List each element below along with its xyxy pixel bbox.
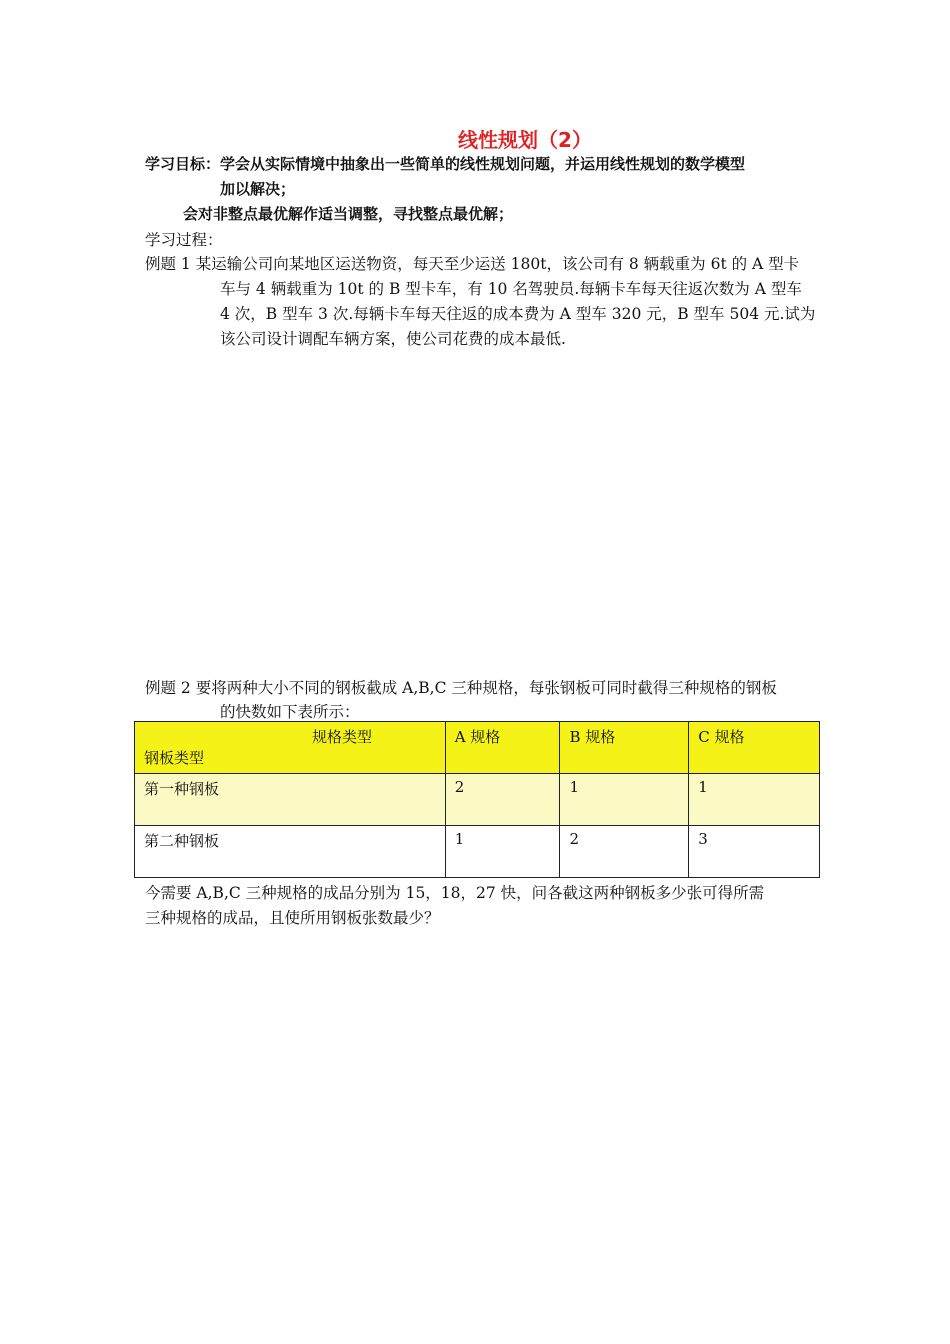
row-label: 第二种钢板: [135, 826, 446, 878]
example1-line-2: 车与 4 辆载重为 10t 的 B 型卡车，有 10 名驾驶员.每辆卡车每天往返次数为 A 型车: [220, 280, 802, 298]
objective-line-1: 学习目标：学会从实际情境中抽象出一些简单的线性规划问题，并运用线性规划的数学模型: [145, 155, 746, 173]
header-steel-type: 钢板类型: [144, 749, 205, 767]
example2-after-line-1: 今需要 A,B,C 三种规格的成品分别为 15，18，27 快，问各截这两种钢板多少张可得所需: [145, 884, 765, 902]
cell-value: 1: [689, 774, 820, 826]
cell-value: 1: [445, 826, 560, 878]
example1-line-1: 例题 1 某运输公司向某地区运送物资，每天至少运送 180t，该公司有 8 辆载重为 6t 的 A 型卡: [145, 255, 800, 273]
objective-line-2: 加以解决；: [220, 180, 296, 198]
cell-value: 2: [445, 774, 560, 826]
row-label: 第一种钢板: [135, 774, 446, 826]
table-row: [135, 774, 820, 826]
steel-spec-table: [134, 721, 820, 878]
header-col-c: C 规格: [689, 722, 820, 774]
table-row: [135, 826, 820, 878]
cell-value: 2: [560, 826, 689, 878]
page-title: 线性规划（2）: [458, 128, 592, 152]
example2-line-2: 的快数如下表所示：: [220, 703, 360, 721]
table-diagonal-header-cell: [135, 722, 446, 774]
header-spec-type: 规格类型: [312, 728, 373, 746]
process-label: 学习过程：: [145, 231, 223, 249]
table-header-row: [135, 722, 820, 774]
objective-line-3: 会对非整点最优解作适当调整，寻找整点最优解；: [183, 205, 514, 223]
cell-value: 3: [689, 826, 820, 878]
example1-line-3: 4 次，B 型车 3 次.每辆卡车每天往返的成本费为 A 型车 320 元，B 型车 504 元.试为: [220, 305, 816, 323]
example2-after-line-2: 三种规格的成品，且使所用钢板张数最少？: [145, 909, 440, 927]
header-col-a: A 规格: [445, 722, 560, 774]
example2-line-1: 例题 2 要将两种大小不同的钢板截成 A,B,C 三种规格，每张钢板可同时截得三种规格的钢板: [145, 679, 777, 697]
example1-line-4: 该公司设计调配车辆方案，使公司花费的成本最低.: [220, 330, 566, 348]
header-col-b: B 规格: [560, 722, 689, 774]
cell-value: 1: [560, 774, 689, 826]
